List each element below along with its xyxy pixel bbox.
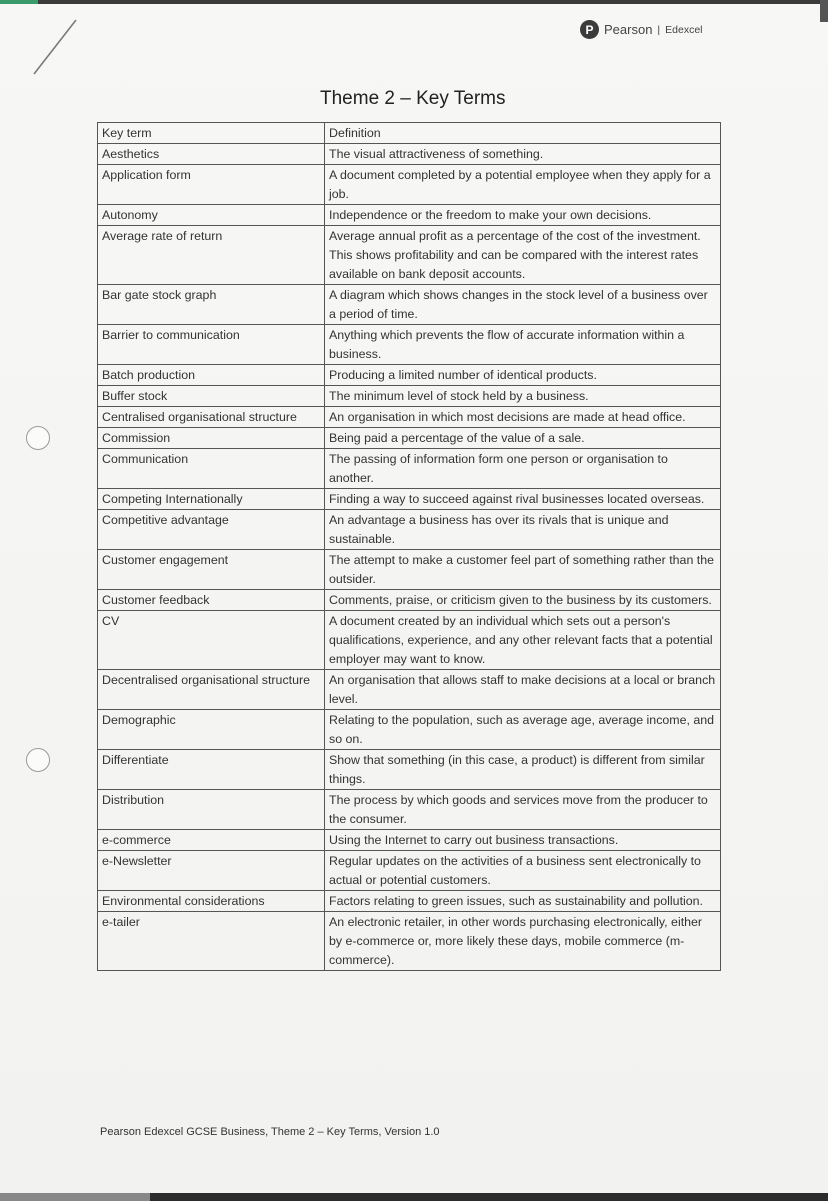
key-term-cell: Buffer stock xyxy=(98,386,325,407)
definition-cell: Comments, praise, or criticism given to the business by its customers. xyxy=(325,590,721,611)
punch-hole-bottom xyxy=(26,748,50,772)
definition-cell: The visual attractiveness of something. xyxy=(325,144,721,165)
table-row xyxy=(98,386,721,407)
punch-hole-top xyxy=(26,426,50,450)
logo-brand: Pearson xyxy=(604,22,653,37)
table-row xyxy=(98,750,721,790)
key-term-cell: Competitive advantage xyxy=(98,510,325,550)
table-row xyxy=(98,325,721,365)
definition-cell: Independence or the freedom to make your own decisions. xyxy=(325,205,721,226)
table-row xyxy=(98,790,721,830)
key-term-cell: Aesthetics xyxy=(98,144,325,165)
table-row xyxy=(98,611,721,670)
definition-cell: The process by which goods and services move from the producer to the consumer. xyxy=(325,790,721,830)
table-row xyxy=(98,144,721,165)
definition-cell: Being paid a percentage of the value of a sale. xyxy=(325,428,721,449)
key-term-cell: e-commerce xyxy=(98,830,325,851)
definition-cell: An advantage a business has over its rivals that is unique and sustainable. xyxy=(325,510,721,550)
bottom-edge-accent xyxy=(0,1193,150,1201)
definition-cell: Using the Internet to carry out business transactions. xyxy=(325,830,721,851)
pearson-edexcel-logo xyxy=(580,20,703,39)
pearson-logo-icon: P xyxy=(580,20,599,39)
corner-mark xyxy=(820,0,828,22)
key-term-cell: Commission xyxy=(98,428,325,449)
key-term-cell: e-tailer xyxy=(98,912,325,971)
table-row xyxy=(98,510,721,550)
definition-cell: An organisation that allows staff to make decisions at a local or branch level. xyxy=(325,670,721,710)
top-edge-accent xyxy=(0,0,38,4)
definition-cell: The passing of information form one person or organisation to another. xyxy=(325,449,721,489)
header-definition: Definition xyxy=(325,123,721,144)
table-row xyxy=(98,912,721,971)
key-term-cell: Demographic xyxy=(98,710,325,750)
definition-cell: A document completed by a potential employee when they apply for a job. xyxy=(325,165,721,205)
page-footer: Pearson Edexcel GCSE Business, Theme 2 – Key Terms, Version 1.0 xyxy=(100,1126,440,1138)
header-key-term: Key term xyxy=(98,123,325,144)
definition-cell: The minimum level of stock held by a business. xyxy=(325,386,721,407)
table-row xyxy=(98,285,721,325)
table-row xyxy=(98,449,721,489)
key-term-cell: Environmental considerations xyxy=(98,891,325,912)
table-row xyxy=(98,489,721,510)
table-row xyxy=(98,830,721,851)
table-row xyxy=(98,710,721,750)
table-row xyxy=(98,428,721,449)
key-term-cell: Customer engagement xyxy=(98,550,325,590)
definition-cell: Regular updates on the activities of a business sent electronically to actual or potential customers. xyxy=(325,851,721,891)
table-row xyxy=(98,670,721,710)
key-term-cell: Differentiate xyxy=(98,750,325,790)
table-row xyxy=(98,550,721,590)
key-term-cell: Competing Internationally xyxy=(98,489,325,510)
definition-cell: Finding a way to succeed against rival businesses located overseas. xyxy=(325,489,721,510)
definition-cell: Relating to the population, such as average age, average income, and so on. xyxy=(325,710,721,750)
definition-cell: An electronic retailer, in other words purchasing electronically, either by e-commerce or, more likely these days, mobile commerce (m-commerce). xyxy=(325,912,721,971)
key-term-cell: Bar gate stock graph xyxy=(98,285,325,325)
table-row xyxy=(98,407,721,428)
logo-sub: Edexcel xyxy=(665,23,703,36)
definition-cell: An organisation in which most decisions are made at head office. xyxy=(325,407,721,428)
table-row xyxy=(98,226,721,285)
key-term-cell: Barrier to communication xyxy=(98,325,325,365)
definition-cell: Show that something (in this case, a product) is different from similar things. xyxy=(325,750,721,790)
definition-cell: The attempt to make a customer feel part of something rather than the outsider. xyxy=(325,550,721,590)
key-term-cell: Decentralised organisational structure xyxy=(98,670,325,710)
definition-cell: Producing a limited number of identical products. xyxy=(325,365,721,386)
key-term-cell: e-Newsletter xyxy=(98,851,325,891)
key-terms-table-body xyxy=(98,123,721,971)
definition-cell: A document created by an individual which sets out a person's qualifications, experience, and any other relevant facts that a potential employer may want to know. xyxy=(325,611,721,670)
key-term-cell: CV xyxy=(98,611,325,670)
key-term-cell: Distribution xyxy=(98,790,325,830)
table-row xyxy=(98,205,721,226)
definition-cell: Factors relating to green issues, such as sustainability and pollution. xyxy=(325,891,721,912)
definition-cell: A diagram which shows changes in the stock level of a business over a period of time. xyxy=(325,285,721,325)
definition-cell: Average annual profit as a percentage of the cost of the investment. This shows profitability and can be compared with the interest rates available on bank deposit accounts. xyxy=(325,226,721,285)
page-title: Theme 2 – Key Terms xyxy=(320,88,506,109)
key-term-cell: Centralised organisational structure xyxy=(98,407,325,428)
table-row xyxy=(98,165,721,205)
table-row xyxy=(98,590,721,611)
key-terms-table xyxy=(97,122,721,971)
logo-separator: | xyxy=(657,23,661,36)
table-header-row xyxy=(98,123,721,144)
key-term-cell: Autonomy xyxy=(98,205,325,226)
table-row xyxy=(98,365,721,386)
pencil-slash-mark xyxy=(30,18,80,76)
top-edge-strip xyxy=(0,0,828,4)
definition-cell: Anything which prevents the flow of accurate information within a business. xyxy=(325,325,721,365)
key-term-cell: Customer feedback xyxy=(98,590,325,611)
key-term-cell: Communication xyxy=(98,449,325,489)
table-row xyxy=(98,851,721,891)
key-term-cell: Average rate of return xyxy=(98,226,325,285)
key-term-cell: Batch production xyxy=(98,365,325,386)
table-row xyxy=(98,891,721,912)
bottom-edge-bar xyxy=(0,1193,828,1201)
key-term-cell: Application form xyxy=(98,165,325,205)
